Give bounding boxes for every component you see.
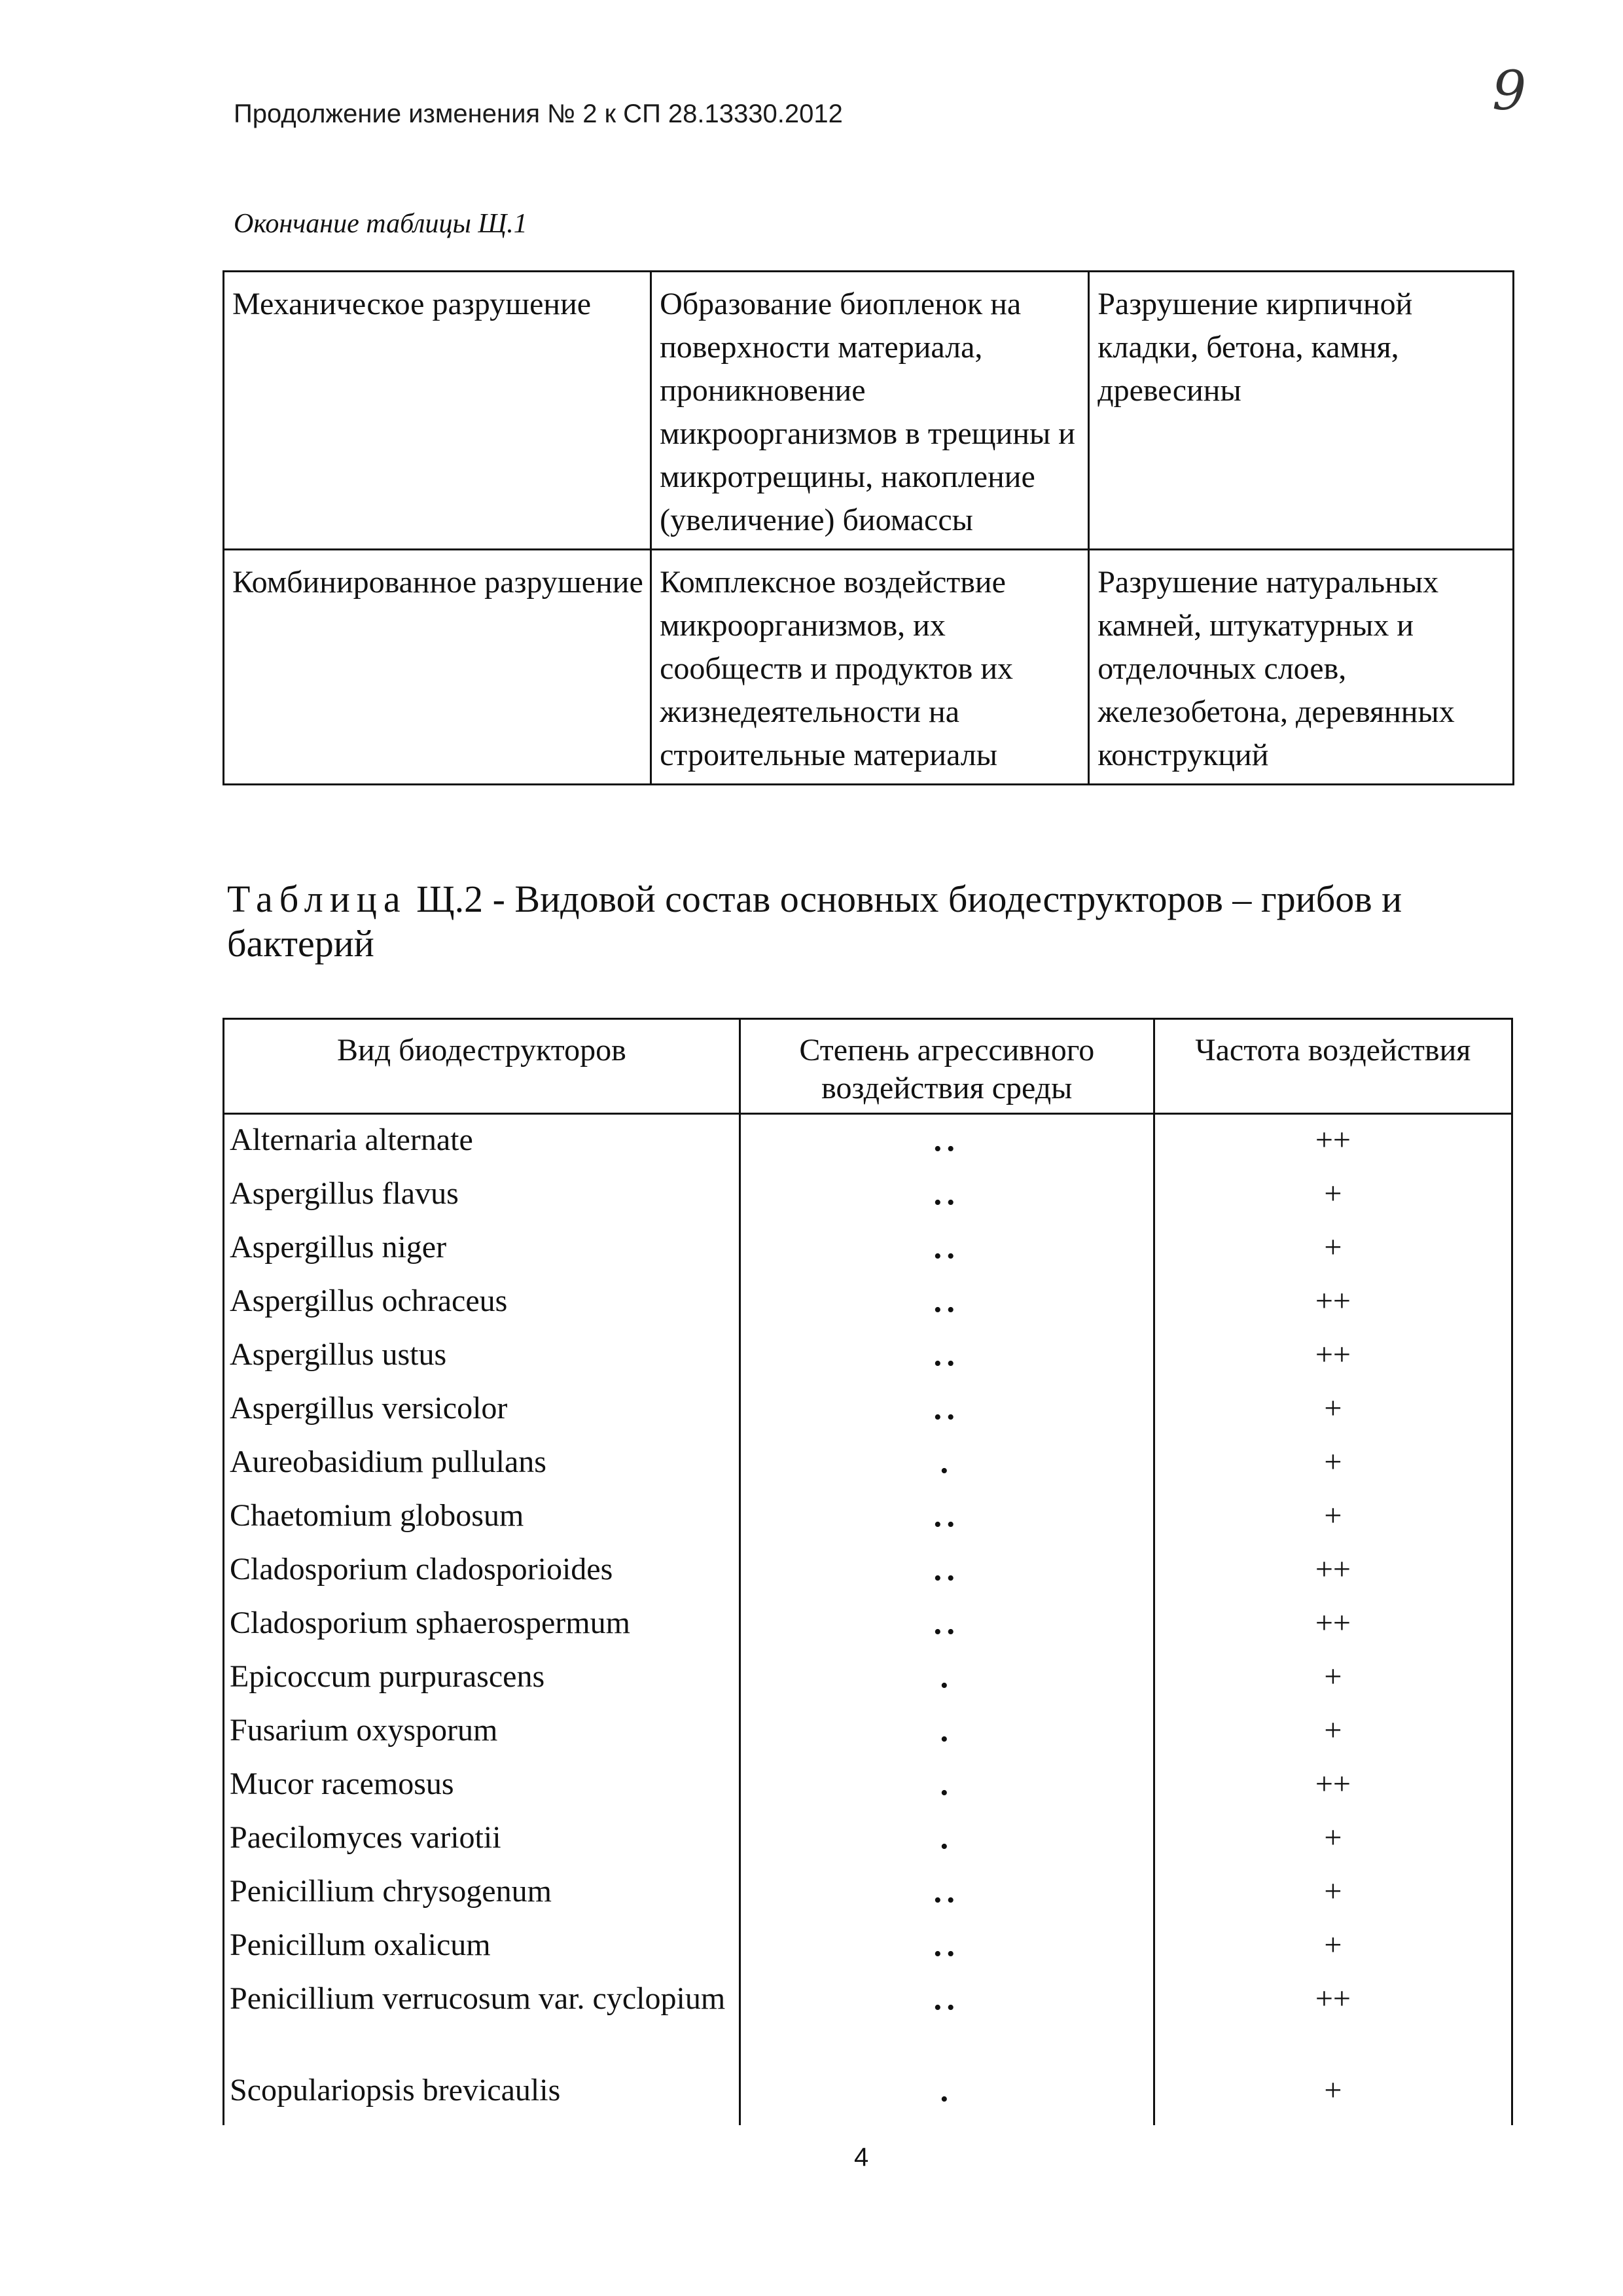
mechanism-cell: Образование биопленок на поверхности материала, проникновение микроорганизмов в трещины и микротрещины, накопление (увеличение) биомассы (651, 272, 1089, 550)
species-name-cell: Aureobasidium pullulans (224, 1443, 740, 1497)
frequency-cell: + (1154, 1497, 1512, 1551)
species-name-cell: Aspergillus niger (224, 1229, 740, 1282)
aggression-degree-dots: •• (933, 1244, 960, 1268)
table-row (224, 1443, 1512, 1497)
aggression-degree-dots: •• (933, 1513, 960, 1537)
species-name-cell: Penicillium chrysogenum (224, 1873, 740, 1926)
aggression-degree-cell (740, 1604, 1154, 1658)
table-row (224, 2072, 1512, 2125)
frequency-cell: ++ (1154, 1282, 1512, 1336)
table-row (224, 272, 1514, 550)
table-row (224, 1175, 1512, 1229)
aggression-degree-cell (740, 1873, 1154, 1926)
table-row (224, 1282, 1512, 1336)
aggression-degree-cell (740, 1282, 1154, 1336)
aggression-degree-cell (740, 1658, 1154, 1712)
document-header: Продолжение изменения № 2 к СП 28.13330.2012 (234, 99, 843, 128)
frequency-cell: ++ (1154, 1980, 1512, 2072)
aggression-degree-cell (740, 1926, 1154, 1980)
column-header-species: Вид биодеструкторов (224, 1019, 740, 1114)
species-name-cell: Chaetomium globosum (224, 1497, 740, 1551)
table-row (224, 1712, 1512, 1765)
species-name-cell: Cladosporium sphaerospermum (224, 1604, 740, 1658)
species-name-cell: Scopulariopsis brevicaulis (224, 2072, 740, 2125)
aggression-degree-cell (740, 1819, 1154, 1873)
table-row (224, 1765, 1512, 1819)
page-number: 4 (854, 2143, 869, 2172)
aggression-degree-dots: • (940, 1781, 954, 1805)
species-name-cell: Cladosporium cladosporioides (224, 1551, 740, 1604)
aggression-degree-cell (740, 1712, 1154, 1765)
species-name-cell: Fusarium oxysporum (224, 1712, 740, 1765)
aggression-degree-dots: •• (933, 1137, 960, 1161)
table-row (224, 1819, 1512, 1873)
aggression-degree-dots: • (940, 1835, 954, 1859)
table-header-row (224, 1019, 1512, 1114)
frequency-cell: + (1154, 1658, 1512, 1712)
species-name-cell: Mucor racemosus (224, 1765, 740, 1819)
aggression-degree-dots: •• (933, 1888, 960, 1912)
table-row (224, 1229, 1512, 1282)
aggression-degree-dots: •• (933, 1566, 960, 1590)
aggression-degree-dots: • (940, 1674, 954, 1698)
species-name-cell: Epicoccum purpurascens (224, 1658, 740, 1712)
destruction-type-cell: Механическое разрушение (224, 272, 651, 550)
frequency-cell: ++ (1154, 1551, 1512, 1604)
frequency-cell: + (1154, 1819, 1512, 1873)
table-row (224, 1497, 1512, 1551)
species-name-cell: Alternaria alternate (224, 1114, 740, 1175)
frequency-cell: ++ (1154, 1604, 1512, 1658)
species-name-cell: Aspergillus ochraceus (224, 1282, 740, 1336)
column-header-degree: Степень агрессивного воздействия среды (740, 1019, 1154, 1114)
result-cell: Разрушение натуральных камней, штукатурных и отделочных слоев, железобетона, деревянных конструкций (1089, 550, 1514, 785)
aggression-degree-cell (740, 1497, 1154, 1551)
column-header-frequency: Частота воздействия (1154, 1019, 1512, 1114)
frequency-cell: + (1154, 1443, 1512, 1497)
table-1-ending (223, 270, 1514, 785)
table-row (224, 1390, 1512, 1443)
aggression-degree-cell (740, 1443, 1154, 1497)
frequency-cell: + (1154, 1175, 1512, 1229)
table-2-title (227, 877, 1510, 966)
table-row (224, 550, 1514, 785)
aggression-degree-dots: •• (933, 1352, 960, 1376)
species-name-cell: Penicillum oxalicum (224, 1926, 740, 1980)
table-2-species (223, 1018, 1513, 2125)
table-row (224, 1873, 1512, 1926)
frequency-cell: + (1154, 1926, 1512, 1980)
destruction-type-cell: Комбинированное разрушение (224, 550, 651, 785)
species-name-cell: Aspergillus flavus (224, 1175, 740, 1229)
aggression-degree-cell (740, 1551, 1154, 1604)
aggression-degree-cell (740, 1114, 1154, 1175)
table-row (224, 1604, 1512, 1658)
aggression-degree-dots: •• (933, 1942, 960, 1966)
aggression-degree-cell (740, 2072, 1154, 2125)
table-row (224, 1114, 1512, 1175)
aggression-degree-dots: •• (933, 1298, 960, 1322)
species-name-cell: Penicillium verrucosum var. cyclopium (224, 1980, 740, 2072)
table-row (224, 1658, 1512, 1712)
mechanism-cell: Комплексное воздействие микроорганизмов, их сообществ и продуктов их жизнедеятельности на строительные материалы (651, 550, 1089, 785)
aggression-degree-cell (740, 1765, 1154, 1819)
species-name-cell: Paecilomyces variotii (224, 1819, 740, 1873)
table-row (224, 1926, 1512, 1980)
frequency-cell: + (1154, 1712, 1512, 1765)
frequency-cell: ++ (1154, 1336, 1512, 1390)
table-row (224, 1336, 1512, 1390)
table-2-title-text: Щ.2 - Видовой состав основных биодеструкторов – грибов и бактерий (227, 878, 1402, 965)
aggression-degree-cell (740, 1390, 1154, 1443)
aggression-degree-dots: • (940, 1459, 954, 1483)
table-2-body (224, 1114, 1512, 2126)
frequency-cell: ++ (1154, 1114, 1512, 1175)
aggression-degree-cell (740, 1336, 1154, 1390)
aggression-degree-dots: • (940, 1727, 954, 1751)
frequency-cell: + (1154, 2072, 1512, 2125)
species-name-cell: Aspergillus ustus (224, 1336, 740, 1390)
frequency-cell: + (1154, 1390, 1512, 1443)
aggression-degree-dots: •• (933, 1191, 960, 1215)
aggression-degree-dots: • (940, 2087, 954, 2111)
table1-ending-label: Окончание таблицы Щ.1 (234, 209, 527, 239)
aggression-degree-dots: •• (933, 1996, 960, 2020)
frequency-cell: + (1154, 1873, 1512, 1926)
frequency-cell: + (1154, 1229, 1512, 1282)
table-row (224, 1980, 1512, 2072)
handwritten-page-number: 9 (1492, 60, 1527, 122)
aggression-degree-dots: •• (933, 1620, 960, 1644)
frequency-cell: ++ (1154, 1765, 1512, 1819)
aggression-degree-cell (740, 1980, 1154, 2072)
table-2-title-label: Таблица (227, 878, 407, 920)
aggression-degree-cell (740, 1175, 1154, 1229)
species-name-cell: Aspergillus versicolor (224, 1390, 740, 1443)
table-row (224, 1551, 1512, 1604)
aggression-degree-cell (740, 1229, 1154, 1282)
aggression-degree-dots: •• (933, 1405, 960, 1429)
result-cell: Разрушение кирпичной кладки, бетона, камня, древесины (1089, 272, 1514, 550)
